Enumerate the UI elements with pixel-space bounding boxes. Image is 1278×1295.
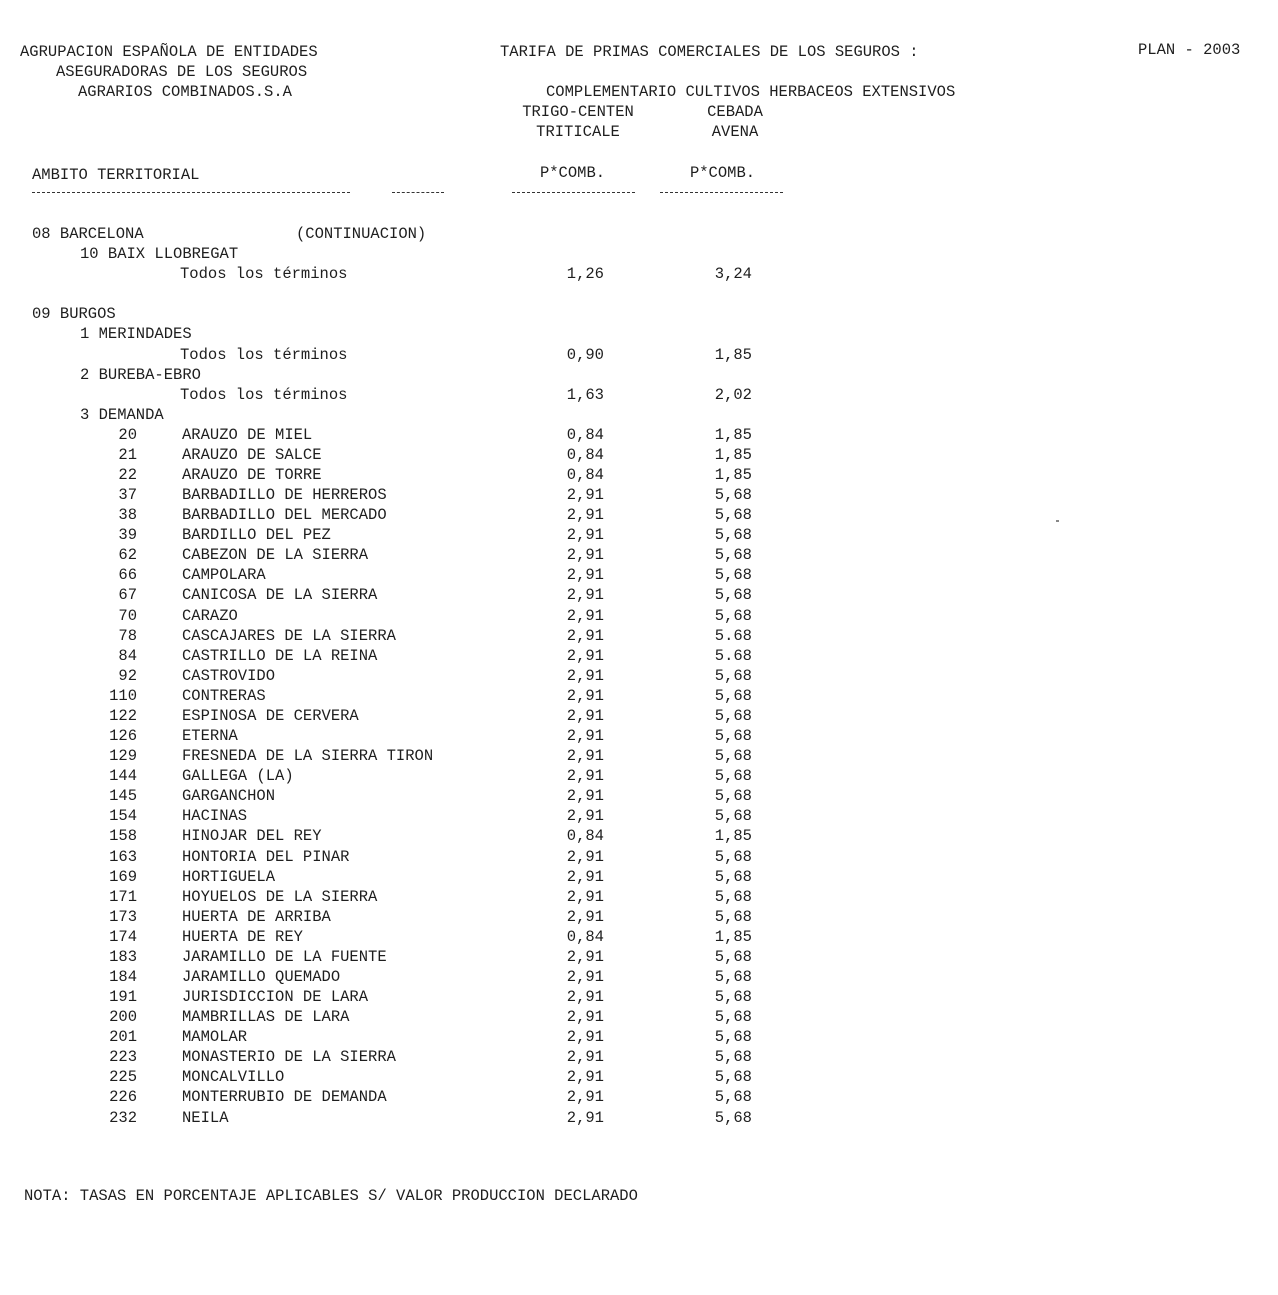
- rate-cebada-avena: 5,68: [714, 706, 752, 725]
- rate-cebada-avena: 5,68: [714, 526, 752, 545]
- municipio-code: 38: [118, 506, 137, 525]
- rate-cebada-avena: 5,68: [714, 988, 752, 1006]
- rate-trigo-centeno-triticale: 2,91: [566, 706, 604, 725]
- rate-trigo-centeno-triticale: 2,91: [566, 747, 604, 766]
- municipio-code: 232: [109, 1108, 137, 1127]
- rate-cebada-avena: 5.68: [714, 626, 752, 645]
- col2-head-line-1: CEBADA: [707, 103, 763, 121]
- rate-trigo-centeno-triticale: 2,91: [566, 1008, 604, 1027]
- municipio-code: 174: [109, 927, 137, 946]
- municipio-name: ARAUZO DE SALCE: [182, 445, 322, 464]
- rate-cebada-avena: 1,85: [714, 445, 752, 464]
- comarca-label: 2 BUREBA-EBRO: [80, 365, 201, 384]
- municipio-name: MONCALVILLO: [182, 1068, 285, 1087]
- rate-trigo-centeno-triticale: 0,84: [566, 445, 604, 464]
- rate-trigo-centeno-triticale: 2,91: [566, 787, 604, 806]
- municipio-code: 144: [109, 767, 137, 786]
- municipio-code: 169: [109, 867, 137, 886]
- comarca-label: 1 MERINDADES: [80, 325, 192, 344]
- rate-cebada-avena: 5,68: [714, 907, 752, 926]
- org-name-line-2: ASEGURADORAS DE LOS SEGUROS: [56, 63, 308, 81]
- rate-cebada-avena: 5,68: [714, 887, 752, 906]
- rate-cebada-avena: 5.68: [714, 646, 752, 665]
- municipio-name: JARAMILLO QUEMADO: [182, 968, 341, 986]
- rate-trigo-centeno-triticale: 0,84: [566, 425, 604, 444]
- rate-trigo-centeno-triticale: 2,91: [566, 546, 604, 565]
- municipio-code: 129: [109, 747, 137, 766]
- rate-cebada-avena: 5,68: [714, 566, 752, 585]
- rate-cebada-avena: 5,68: [714, 747, 752, 766]
- rate-trigo-centeno-triticale: 2,91: [566, 506, 604, 525]
- rate-trigo-centeno-triticale: 2,91: [566, 686, 604, 705]
- municipio-name: MAMBRILLAS DE LARA: [182, 1008, 350, 1027]
- org-name-line-1: AGRUPACION ESPAÑOLA DE ENTIDADES: [20, 43, 318, 61]
- municipio-code: 184: [109, 968, 137, 986]
- municipio-code: 70: [118, 606, 137, 625]
- heading-rule-col2: [660, 192, 783, 193]
- document-title: TARIFA DE PRIMAS COMERCIALES DE LOS SEGUROS :: [500, 43, 919, 61]
- municipio-code: 145: [109, 787, 137, 806]
- municipio-name: HONTORIA DEL PINAR: [182, 847, 350, 866]
- rate-cebada-avena: 1,85: [714, 927, 752, 946]
- heading-rule-ambito: [32, 192, 350, 193]
- rate-cebada-avena: 5,68: [714, 1028, 752, 1047]
- municipio-code: 37: [118, 486, 137, 504]
- rate-trigo-centeno-triticale: 2,91: [566, 807, 604, 826]
- municipio-code: 122: [109, 706, 137, 725]
- rate-cebada-avena: 5,68: [714, 666, 752, 685]
- rate-cebada-avena: 5,68: [714, 546, 752, 565]
- rate-cebada-avena: 5,68: [714, 606, 752, 625]
- col1-heading: P*COMB.: [539, 164, 606, 182]
- rate-trigo-centeno-triticale: 2,91: [566, 646, 604, 665]
- rate-trigo-centeno-triticale: 2,91: [566, 566, 604, 585]
- rate-trigo-centeno-triticale: 1,63: [566, 385, 604, 404]
- rate-trigo-centeno-triticale: 2,91: [566, 606, 604, 625]
- rate-trigo-centeno-triticale: 2,91: [566, 727, 604, 745]
- municipio-name: BARBADILLO DEL MERCADO: [182, 506, 387, 525]
- municipio-name: ARAUZO DE MIEL: [182, 425, 313, 444]
- municipio-code: 67: [118, 586, 137, 605]
- rate-cebada-avena: 5,68: [714, 867, 752, 886]
- municipio-name: HUERTA DE ARRIBA: [182, 907, 331, 926]
- rate-cebada-avena: 1,85: [714, 466, 752, 484]
- rate-trigo-centeno-triticale: 2,91: [566, 988, 604, 1006]
- municipio-name: GARGANCHON: [182, 787, 276, 806]
- rate-cebada-avena: 5,68: [714, 506, 752, 525]
- municipio-name: MONTERRUBIO DE DEMANDA: [182, 1088, 387, 1107]
- rate-trigo-centeno-triticale: 2,91: [566, 526, 604, 545]
- municipio-name: CONTRERAS: [182, 686, 266, 705]
- todos-terminos-label: Todos los términos: [180, 345, 348, 364]
- municipio-name: CASCAJARES DE LA SIERRA: [182, 626, 396, 645]
- rate-trigo-centeno-triticale: 2,91: [566, 666, 604, 685]
- rate-cebada-avena: 5,68: [714, 968, 752, 986]
- rate-trigo-centeno-triticale: 2,91: [566, 1088, 604, 1107]
- rate-trigo-centeno-triticale: 2,91: [566, 887, 604, 906]
- municipio-code: 183: [109, 947, 137, 966]
- comarca-label: 10 BAIX LLOBREGAT: [80, 245, 239, 264]
- rate-cebada-avena: 1,85: [714, 345, 752, 364]
- heading-rule-ambito-tail: [392, 192, 444, 193]
- municipio-name: HACINAS: [182, 807, 248, 826]
- scan-speck: [1056, 520, 1059, 522]
- rate-trigo-centeno-triticale: 0,84: [566, 827, 604, 846]
- municipio-name: HORTIGUELA: [182, 867, 276, 886]
- todos-terminos-label: Todos los términos: [180, 385, 348, 404]
- municipio-name: CAMPOLARA: [182, 566, 266, 585]
- col1-head-line-1: TRIGO-CENTEN: [522, 103, 634, 121]
- municipio-code: 21: [118, 445, 137, 464]
- rate-cebada-avena: 5,68: [714, 1048, 752, 1067]
- rate-trigo-centeno-triticale: 2,91: [566, 626, 604, 645]
- municipio-code: 154: [109, 807, 137, 826]
- municipio-code: 173: [109, 907, 137, 926]
- col2-head-line-2: AVENA: [711, 123, 759, 141]
- municipio-name: CARAZO: [182, 606, 238, 625]
- rate-trigo-centeno-triticale: 0,84: [566, 927, 604, 946]
- rate-trigo-centeno-triticale: 2,91: [566, 1028, 604, 1047]
- municipio-code: 22: [118, 466, 137, 484]
- rate-cebada-avena: 5,68: [714, 1068, 752, 1087]
- municipio-name: CASTRILLO DE LA REINA: [182, 646, 378, 665]
- municipio-name: HINOJAR DEL REY: [182, 827, 322, 846]
- rate-trigo-centeno-triticale: 0,90: [566, 345, 604, 364]
- municipio-code: 225: [109, 1068, 137, 1087]
- municipio-code: 110: [109, 686, 137, 705]
- rate-trigo-centeno-triticale: 2,91: [566, 907, 604, 926]
- municipio-name: MONASTERIO DE LA SIERRA: [182, 1048, 396, 1067]
- municipio-code: 126: [109, 727, 137, 745]
- municipio-name: CANICOSA DE LA SIERRA: [182, 586, 378, 605]
- rate-trigo-centeno-triticale: 1,26: [566, 265, 604, 284]
- rate-trigo-centeno-triticale: 2,91: [566, 1048, 604, 1067]
- heading-rule-col1: [512, 192, 635, 193]
- municipio-name: GALLEGA (LA): [182, 767, 294, 786]
- rate-cebada-avena: 5,68: [714, 727, 752, 745]
- comarca-label: 3 DEMANDA: [80, 405, 164, 424]
- rate-cebada-avena: 5,68: [714, 1008, 752, 1027]
- municipio-code: 20: [118, 425, 137, 444]
- rate-cebada-avena: 5,68: [714, 807, 752, 826]
- province-label: 08 BARCELONA: [32, 225, 144, 243]
- rate-trigo-centeno-triticale: 2,91: [566, 1108, 604, 1127]
- municipio-code: 223: [109, 1048, 137, 1067]
- municipio-code: 163: [109, 847, 137, 866]
- rate-cebada-avena: 1,85: [714, 827, 752, 846]
- plan-year: PLAN - 2003: [1138, 41, 1241, 59]
- rate-cebada-avena: 5,68: [714, 787, 752, 806]
- municipio-code: 158: [109, 827, 137, 846]
- rate-trigo-centeno-triticale: 2,91: [566, 767, 604, 786]
- rate-cebada-avena: 5,68: [714, 586, 752, 605]
- rate-cebada-avena: 1,85: [714, 425, 752, 444]
- municipio-name: BARDILLO DEL PEZ: [182, 526, 331, 545]
- rate-trigo-centeno-triticale: 2,91: [566, 968, 604, 986]
- municipio-name: HUERTA DE REY: [182, 927, 303, 946]
- rate-trigo-centeno-triticale: 0,84: [566, 466, 604, 484]
- rate-cebada-avena: 5,68: [714, 686, 752, 705]
- rate-cebada-avena: 5,68: [714, 947, 752, 966]
- municipio-name: MAMOLAR: [182, 1028, 248, 1047]
- rate-cebada-avena: 2,02: [714, 385, 752, 404]
- rate-cebada-avena: 5,68: [714, 767, 752, 786]
- rate-trigo-centeno-triticale: 2,91: [566, 867, 604, 886]
- municipio-code: 171: [109, 887, 137, 906]
- rate-cebada-avena: 5,68: [714, 1088, 752, 1107]
- rate-trigo-centeno-triticale: 2,91: [566, 1068, 604, 1087]
- col2-heading: P*COMB.: [689, 164, 756, 182]
- municipio-code: 78: [118, 626, 137, 645]
- document-subtitle: COMPLEMENTARIO CULTIVOS HERBACEOS EXTENSIVOS: [546, 83, 956, 101]
- municipio-code: 92: [118, 666, 137, 685]
- municipio-code: 226: [109, 1088, 137, 1107]
- rate-cebada-avena: 5,68: [714, 847, 752, 866]
- todos-terminos-label: Todos los términos: [180, 265, 348, 284]
- municipio-code: 39: [118, 526, 137, 545]
- rate-cebada-avena: 5,68: [714, 486, 752, 504]
- rate-cebada-avena: 3,24: [714, 265, 752, 284]
- municipio-name: NEILA: [182, 1108, 229, 1127]
- rate-trigo-centeno-triticale: 2,91: [566, 847, 604, 866]
- municipio-code: 66: [118, 566, 137, 585]
- municipio-name: ETERNA: [182, 727, 238, 745]
- municipio-code: 62: [118, 546, 137, 565]
- ambito-heading: AMBITO TERRITORIAL: [32, 166, 200, 184]
- municipio-name: ESPINOSA DE CERVERA: [182, 706, 359, 725]
- municipio-name: FRESNEDA DE LA SIERRA TIRON: [182, 747, 434, 766]
- continuation-note: (CONTINUACION): [296, 225, 427, 243]
- municipio-name: JURISDICCION DE LARA: [182, 988, 369, 1006]
- municipio-name: HOYUELOS DE LA SIERRA: [182, 887, 378, 906]
- province-label: 09 BURGOS: [32, 305, 116, 324]
- municipio-code: 84: [118, 646, 137, 665]
- rate-cebada-avena: 5,68: [714, 1108, 752, 1127]
- rate-trigo-centeno-triticale: 2,91: [566, 486, 604, 504]
- municipio-name: CASTROVIDO: [182, 666, 276, 685]
- municipio-name: ARAUZO DE TORRE: [182, 466, 322, 484]
- municipio-name: CABEZON DE LA SIERRA: [182, 546, 369, 565]
- rate-trigo-centeno-triticale: 2,91: [566, 947, 604, 966]
- col1-head-line-2: TRITICALE: [536, 123, 620, 141]
- municipio-code: 191: [109, 988, 137, 1006]
- municipio-code: 201: [109, 1028, 137, 1047]
- footer-note: NOTA: TASAS EN PORCENTAJE APLICABLES S/ VALOR PRODUCCION DECLARADO: [24, 1187, 638, 1205]
- org-name-line-3: AGRARIOS COMBINADOS.S.A: [78, 83, 292, 101]
- municipio-name: BARBADILLO DE HERREROS: [182, 486, 387, 504]
- municipio-code: 200: [109, 1008, 137, 1027]
- rate-trigo-centeno-triticale: 2,91: [566, 586, 604, 605]
- municipio-name: JARAMILLO DE LA FUENTE: [182, 947, 387, 966]
